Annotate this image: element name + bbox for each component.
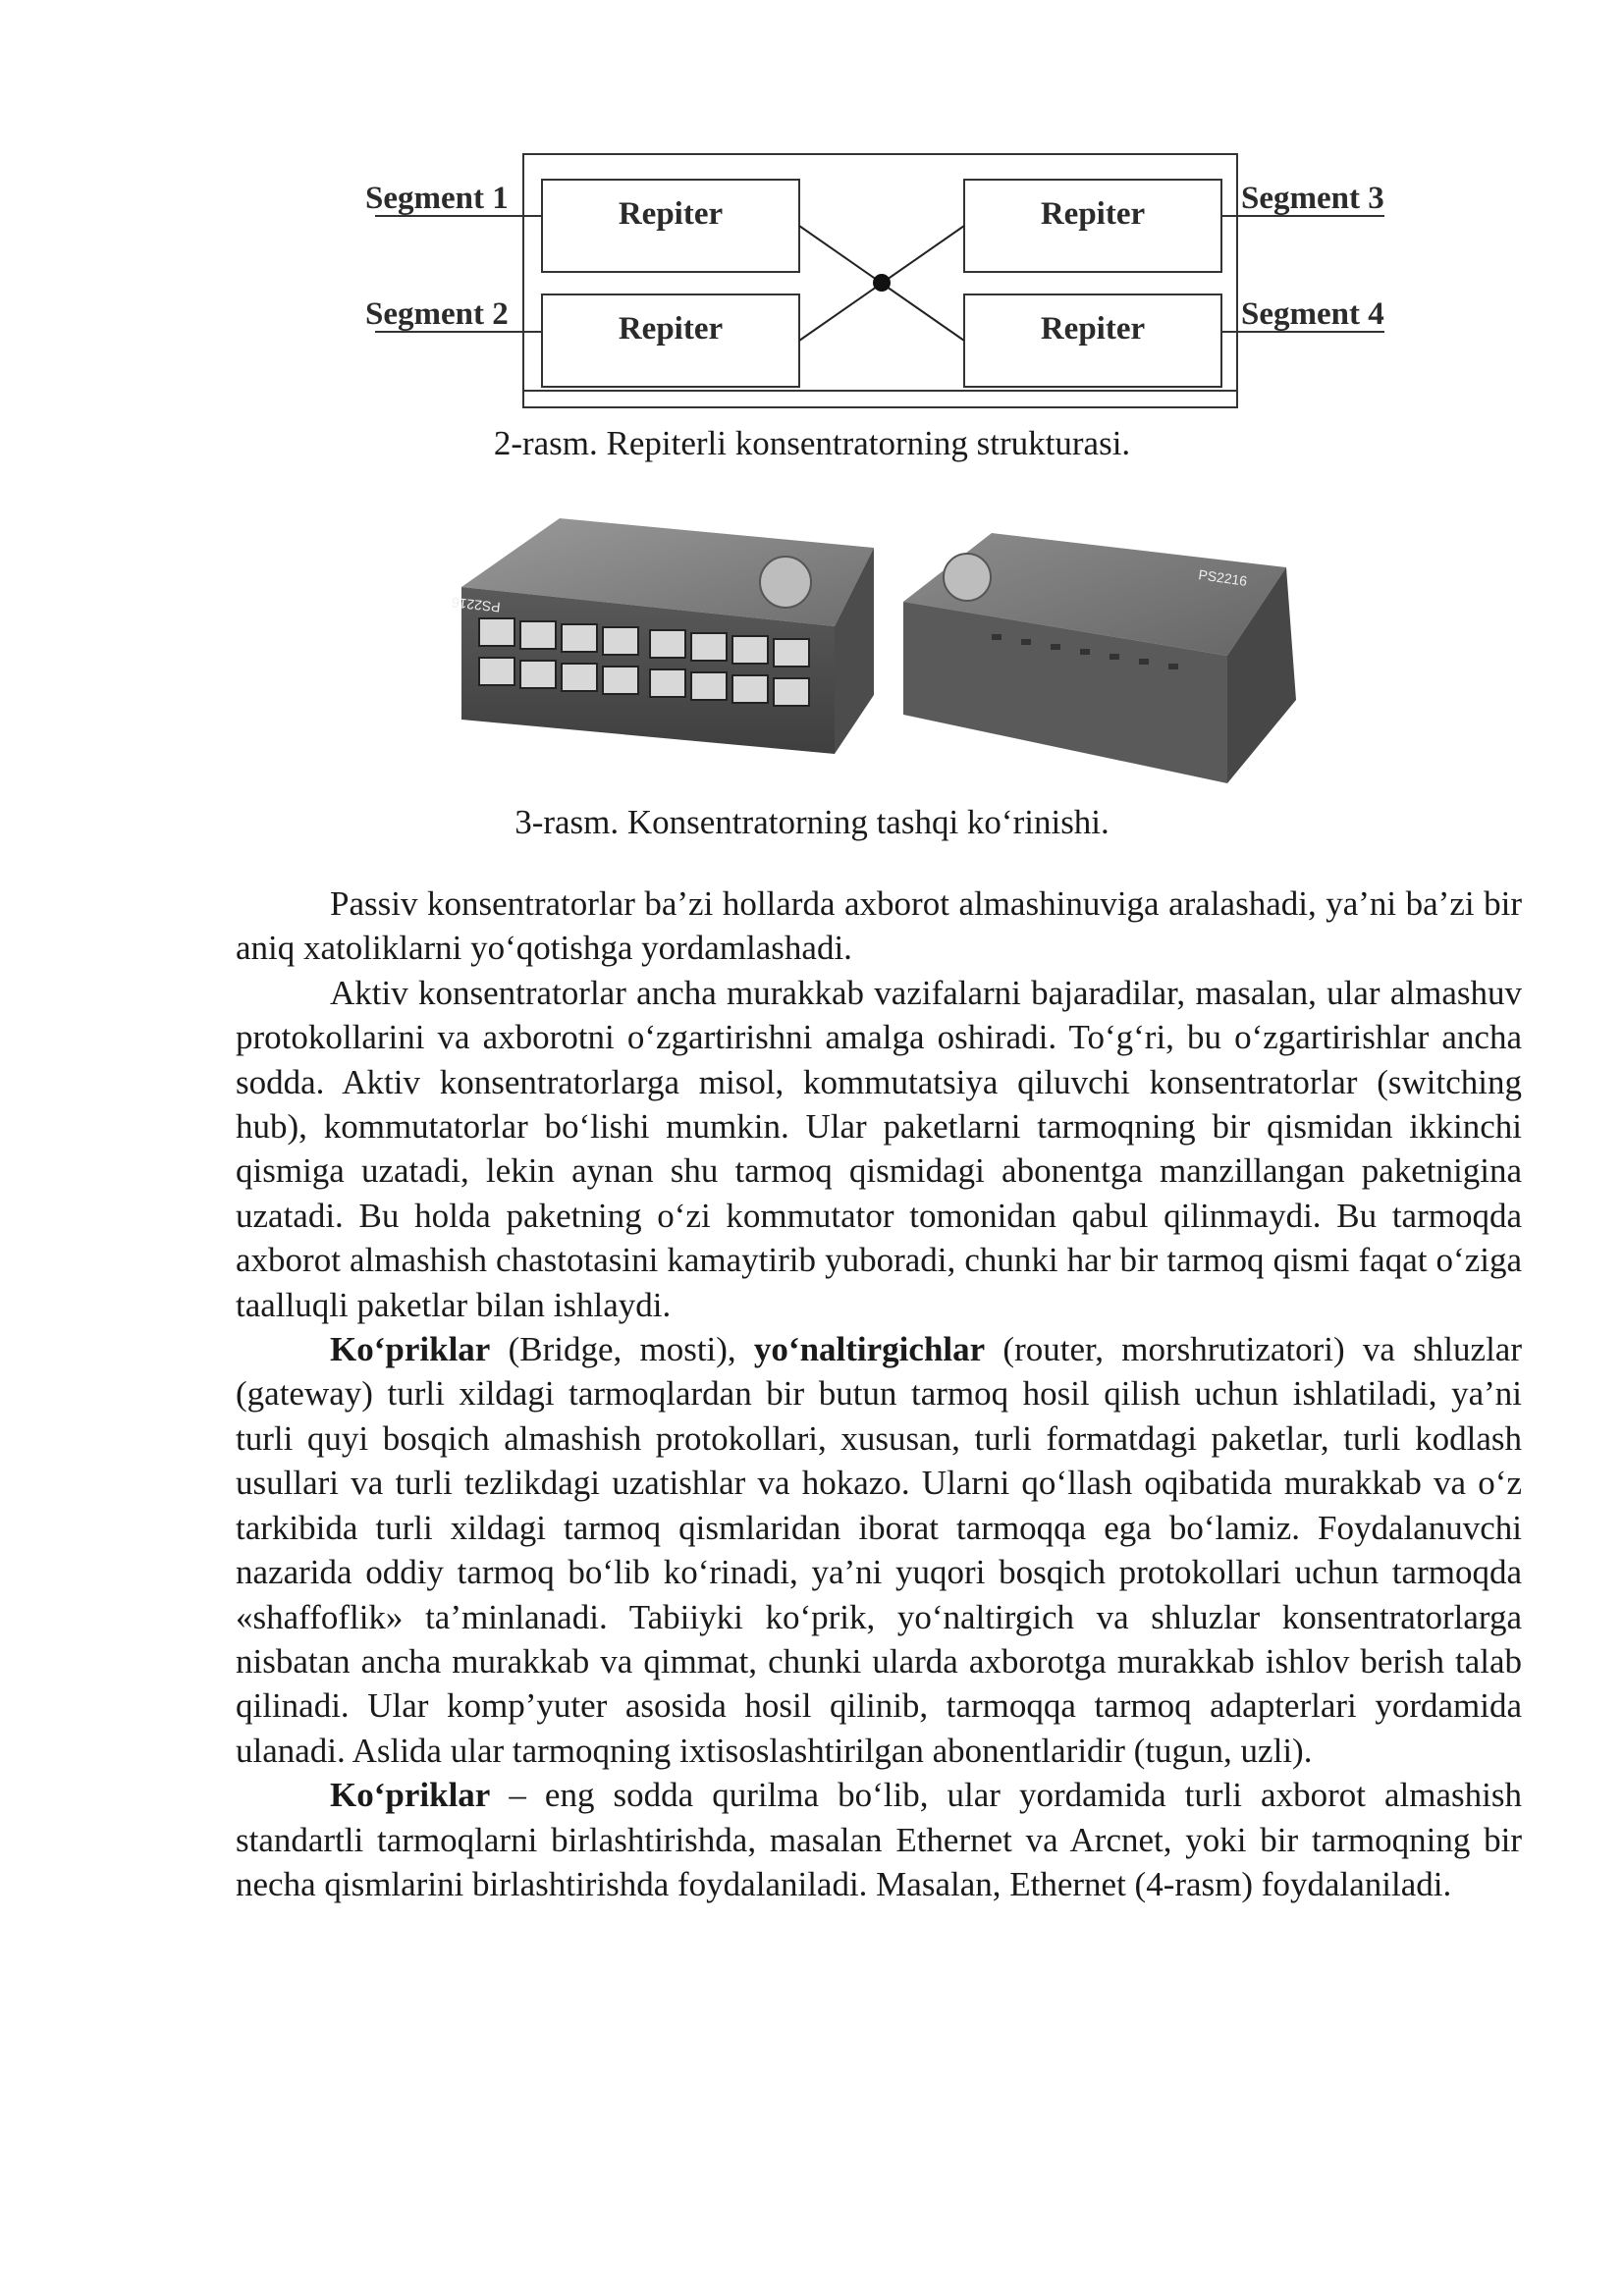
hub-device-right [903, 533, 1296, 783]
repeater-3-label: Repiter [1040, 196, 1146, 232]
paragraph-4 [236, 1773, 1522, 1906]
paragraph-3-part-1: (Bridge, mosti), [490, 1330, 754, 1369]
left-model-label: PS2216 [451, 594, 502, 615]
term-routers: yo‘naltirgichlar [753, 1330, 986, 1369]
hub-device-left [451, 518, 874, 754]
paragraph-2: Aktiv konsentratorlar ancha murakkab vazifalarni bajaradilar, masalan, ular almashuv protokollarini va axborotni o‘zgartirishni amalga oshiradi. To‘g‘ri, bu o‘zgartirishlar ancha sodda. Aktiv konsentratorlarga misol, kommutatsiya qiluvchi konsentratorlar (switching hub), kommutatorlar bo‘lishi mumkin. Ular paketlarni tarmoqning bir qismidan ikkinchi qismiga uzatadi, lekin aynan shu tarmoq qismidagi abonentga manzillangan paketnigina uzatadi. Bu holda paketning o‘zi kommutator tomonidan qabul qilinmaydi. Bu tarmoqda axborot almashish chastotasini kamaytirib yuboradi, chunki har bir tarmoq qismi faqat o‘ziga taalluqli paketlar bilan ishlaydi. [236, 973, 1522, 1324]
body-text [236, 881, 1522, 1906]
repeater-2-label: Repiter [618, 311, 724, 347]
repeater-hub-diagram [353, 147, 1414, 412]
figure-3-caption: 3-rasm. Konsentratorning tashqi ko‘rinishi. [514, 803, 1110, 841]
segment-2-label: Segment 2 [365, 296, 509, 332]
repeater-4-label: Repiter [1040, 311, 1146, 347]
junction-node [873, 274, 891, 292]
paragraph-4-text: – eng sodda qurilma bo‘lib, ular yordamida turli axborot almashish standartli tarmoqlarni birlashtirishda, masalan Ethernet va Arcnet, yoki bir tarmoqning bir necha qismlarini birlashtirishda foydalaniladi. Masalan, Ethernet (4-rasm) foydalaniladi. [236, 1776, 1522, 1903]
segment-3-label: Segment 3 [1241, 181, 1384, 216]
figure-2-caption: 2-rasm. Repiterli konsentratorning strukturasi. [493, 424, 1131, 462]
right-model-label: PS2216 [1197, 566, 1249, 589]
term-bridges-2: Ko‘priklar [330, 1776, 491, 1815]
paragraph-3 [236, 1327, 1522, 1773]
paragraph-3-part-2: (router, morshrutizatori) va shluzlar (gateway) turli xildagi tarmoqlardan bir butun tarmoq hosil qilish uchun ishlatiladi, ya’ni turli quyi bosqich almashish protokollari, xususan, turli formatdagi paketlar, turli kodlash usullari va turli tezlikdagi uzatishlar va hokazo. Ularni qo‘llash oqibatida murakkab va o‘z tarkibida turli xildagi tarmoq qismlaridan iborat tarmoqqa ega bo‘lamiz. Foydalanuvchi nazarida oddiy tarmoq bo‘lib ko‘rinadi, ya’ni yuqori bosqich protokollari uchun tarmoqda «shaffoflik» ta’minlanadi. Tabiiyki ko‘prik, yo‘naltirgich va shluzlar konsentratorlarga nisbatan ancha murakkab va qimmat, chunki ularda axborotga murakkab ishlov berish talab qilinadi. Ular komp’yuter asosida hosil qilinib, tarmoqqa tarmoq adapterlari yordamida ulanadi. Aslida ular tarmoqning ixtisoslashtirilgan abonentlaridir (tugun, uzli). [236, 1330, 1522, 1770]
right-led-dial [944, 554, 991, 601]
repeater-1-label: Repiter [618, 196, 724, 232]
term-bridges: Ko‘priklar [330, 1330, 491, 1369]
left-led-dial [760, 557, 811, 608]
segment-1-label: Segment 1 [365, 181, 509, 216]
hub-photo [442, 508, 1306, 793]
segment-4-label: Segment 4 [1241, 296, 1384, 332]
paragraph-1: Passiv konsentratorlar ba’zi hollarda axborot almashinuviga aralashadi, ya’ni ba’zi bir aniq xatoliklarni yo‘qotishga yordamlashadi. [236, 884, 1522, 968]
